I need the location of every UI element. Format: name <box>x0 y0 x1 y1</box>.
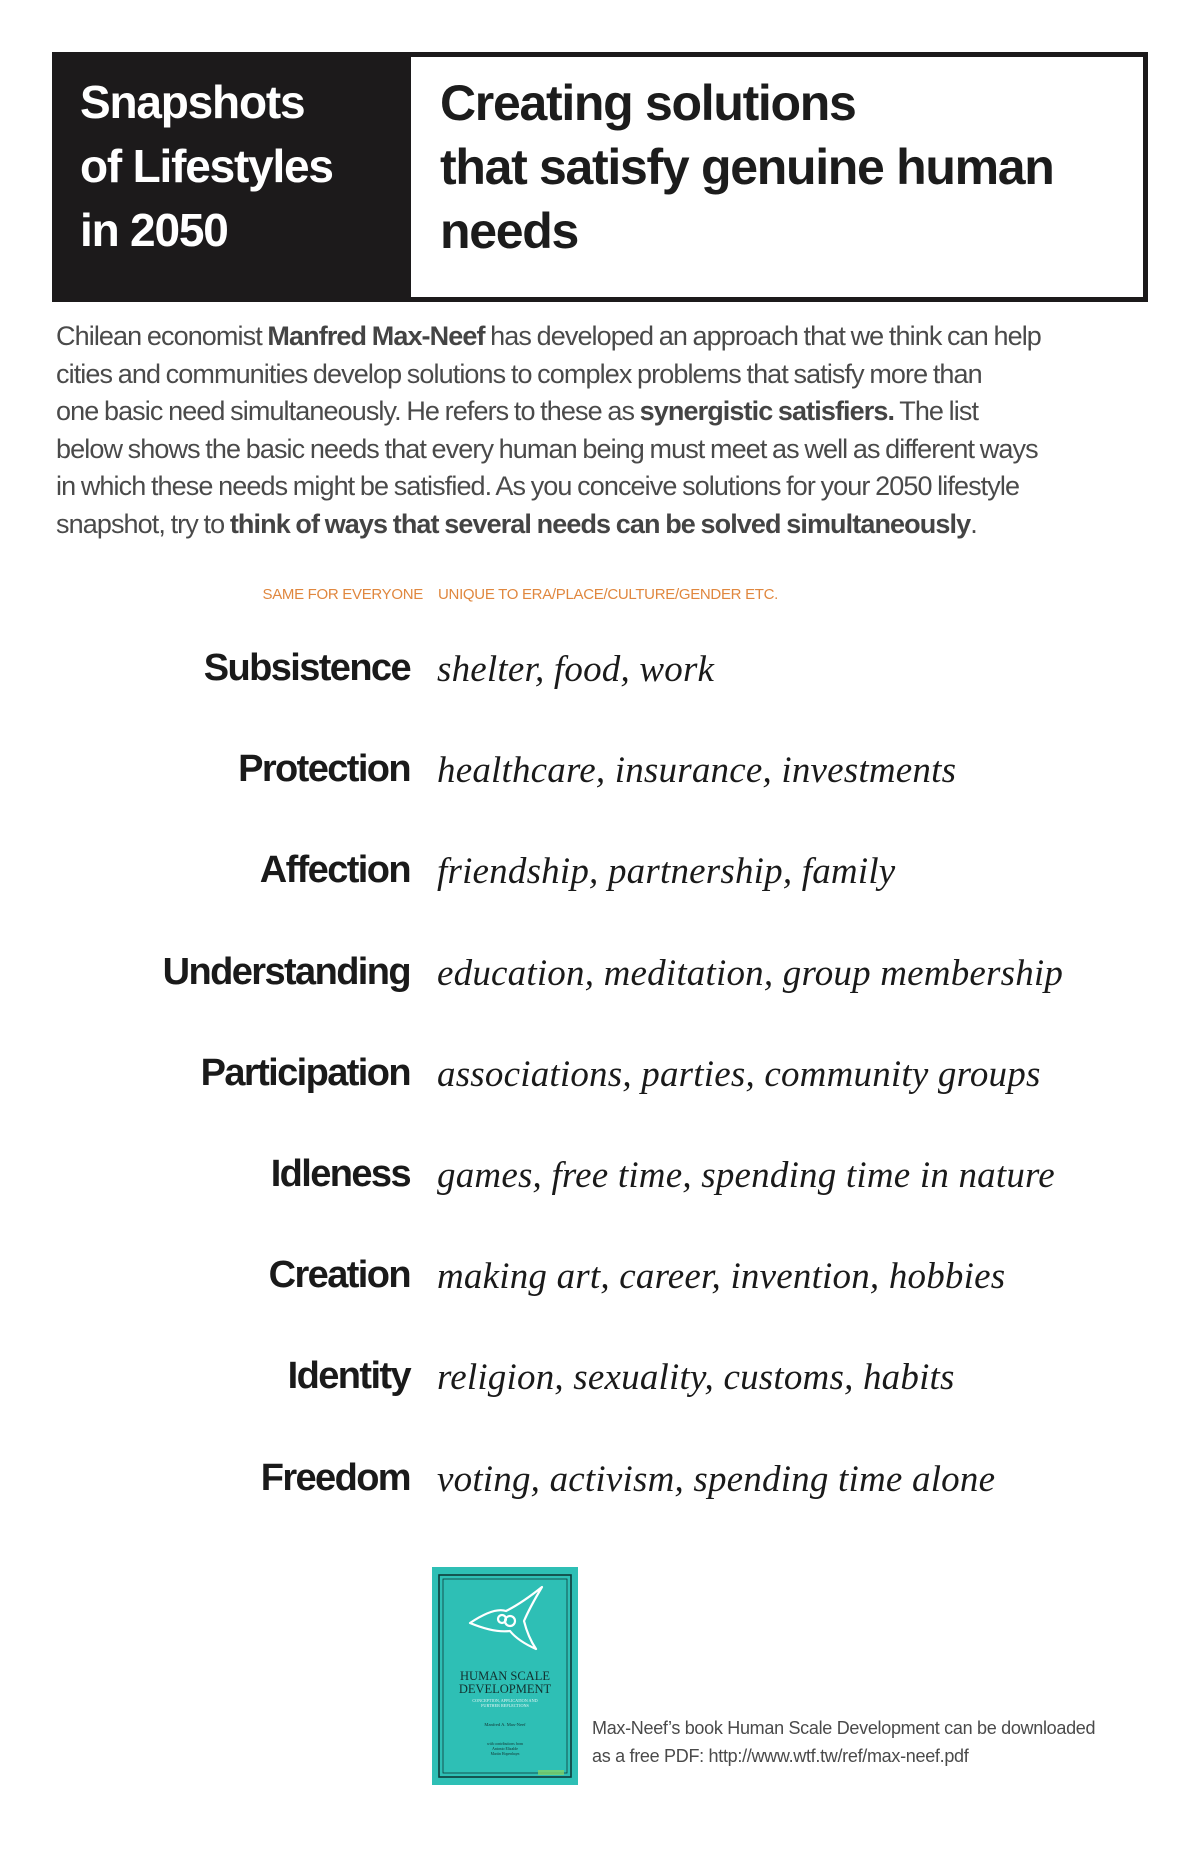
column-header-needs: SAME FOR EVERYONE <box>262 586 423 603</box>
intro-text: has developed an approach that we think can help <box>484 321 1041 351</box>
need-satisfiers: friendship, partnership, family <box>437 851 896 893</box>
header-banner <box>52 52 1148 302</box>
intro-line <box>56 506 1136 544</box>
need-label: Creation <box>268 1254 410 1297</box>
intro-text: The list <box>894 396 979 427</box>
need-row <box>0 1045 1200 1105</box>
cover-contrib-1: with contributions from <box>486 1742 524 1746</box>
intro-line <box>56 468 1136 506</box>
page-title-line: needs <box>440 203 579 259</box>
cover-title-1: HUMAN SCALE <box>460 1669 550 1683</box>
column-headers <box>0 586 1200 608</box>
intro-line <box>56 318 1136 356</box>
need-row <box>0 741 1200 801</box>
need-satisfiers: shelter, food, work <box>437 649 715 690</box>
intro-line <box>56 393 1136 431</box>
need-label: Affection <box>259 849 410 892</box>
need-satisfiers: healthcare, insurance, investments <box>437 750 957 792</box>
cover-author: Manfred A. Max-Neef <box>484 1722 526 1727</box>
need-satisfiers: making art, career, invention, hobbies <box>437 1256 1006 1298</box>
cover-contrib-2: Antonio Elizalde <box>492 1747 518 1751</box>
intro-emphasis: Manfred Max-Neef <box>267 321 485 351</box>
caption-line: Max-Neef’s book Human Scale Development can be downloaded <box>592 1718 1096 1738</box>
need-satisfiers: voting, activism, spending time alone <box>437 1458 996 1500</box>
need-satisfiers: associations, parties, community groups <box>437 1053 1041 1095</box>
need-row <box>0 1247 1200 1307</box>
need-label: Identity <box>287 1355 410 1398</box>
need-label: Understanding <box>162 950 410 993</box>
intro-text: in which these needs might be satisfied. As you conceive solutions for your 2050 lifestyle <box>56 471 1020 502</box>
need-row <box>0 842 1200 902</box>
cover-subtitle-1: CONCEPTION, APPLICATION AND <box>472 1698 538 1703</box>
cover-subtitle-2: FURTHER REFLECTIONS <box>481 1703 529 1708</box>
page-title <box>440 71 1054 263</box>
publisher-mark-icon <box>538 1770 564 1775</box>
need-satisfiers: games, free time, spending time in nature <box>437 1155 1055 1196</box>
caption-line: as a free PDF: http://www.wtf.tw/ref/max-neef.pdf <box>592 1746 969 1766</box>
series-title-line: in 2050 <box>80 204 228 256</box>
need-label: Subsistence <box>203 647 410 689</box>
page-title-line: that satisfy genuine human <box>440 139 1054 195</box>
intro-text: cities and communities develop solutions to complex problems that satisfy more than <box>56 358 982 389</box>
bird-logo-icon <box>470 1587 542 1649</box>
intro-text: below shows the basic needs that every human being must meet as well as different ways <box>56 433 1038 464</box>
page-title-panel <box>411 57 1143 297</box>
cover-title-2: DEVELOPMENT <box>458 1682 552 1696</box>
intro-line <box>56 356 1136 394</box>
book-cover-image <box>432 1567 578 1785</box>
need-satisfiers: religion, sexuality, customs, habits <box>437 1357 955 1399</box>
book-caption <box>592 1714 1152 1770</box>
need-satisfiers: education, meditation, group membership <box>437 952 1064 994</box>
intro-text: Chilean economist <box>56 321 268 351</box>
series-title-line: Snapshots <box>80 76 305 128</box>
need-row <box>0 1146 1200 1206</box>
need-row <box>0 1348 1200 1408</box>
book-cover-art <box>432 1567 578 1785</box>
intro-paragraph <box>56 318 1136 544</box>
intro-emphasis: synergistic satisfiers. <box>639 396 895 427</box>
intro-emphasis: think of ways that several needs can be solved simultaneously <box>229 508 971 539</box>
need-label: Participation <box>200 1051 410 1094</box>
need-label: Freedom <box>260 1456 410 1499</box>
need-row <box>0 640 1200 700</box>
intro-text: . <box>970 508 977 539</box>
page-title-line: Creating solutions <box>440 75 856 131</box>
need-label: Idleness <box>270 1153 410 1195</box>
intro-text: one basic need simultaneously. He refers to these as <box>56 396 640 427</box>
column-header-satisfiers: UNIQUE TO ERA/PLACE/CULTURE/GENDER ETC. <box>438 586 779 603</box>
need-label: Protection <box>238 748 410 791</box>
series-title <box>80 70 410 262</box>
series-title-line: of Lifestyles <box>80 140 333 192</box>
need-row <box>0 944 1200 1004</box>
cover-contrib-3: Martin Hopenhayn <box>490 1752 520 1756</box>
intro-text: snapshot, try to <box>56 508 230 539</box>
intro-line <box>56 431 1136 469</box>
need-row <box>0 1450 1200 1510</box>
